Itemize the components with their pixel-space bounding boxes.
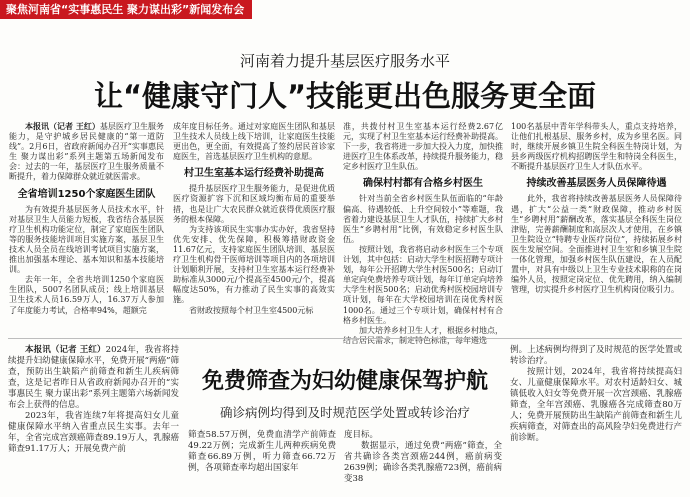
article1-column-3 <box>343 122 503 345</box>
paragraph-continued: 度目标。 <box>344 430 379 440</box>
paragraph-continued: 准，共拨付村卫生室基本运行经费2.67亿元，实现了村卫生室基本运行经费补助提高。下一步，我省将进一步加大投入力度，加快推进医疗卫生体系改革，持续提升服务能力，稳定乡村医疗卫生队伍。 <box>343 122 503 172</box>
paragraph-continued: 例。上述病例均得到了及时规范的医学处置或转诊治疗。 <box>510 345 682 366</box>
article1-column-2 <box>173 122 335 334</box>
paragraph: 2023年，我省连续7年将提高妇女儿童健康保障水平纳入省重点民生实事。去年一年，全省完成宫颈癌筛查89.19万人，乳腺癌筛查91.17万人；开展免费产前 <box>8 411 179 454</box>
section-banner: 聚焦河南省“实事惠民生 聚力谋出彩”新闻发布会 <box>0 0 252 19</box>
paragraph-text: 2024年，我省将持续提升妇幼健康保障水平，免费开展“两癌”筛查，预防出生缺陷产前筛查和新生儿疾病筛查，这是记者昨日从省政府新闻办召开的“实事惠民生 聚力谋出彩”系列主题第六场新闻发布会上获得的信息。 <box>8 345 179 410</box>
article1-kicker: 河南着力提升基层医疗服务水平 <box>239 52 450 70</box>
article2-intro-paragraph <box>8 345 179 411</box>
article2-column-mid-b <box>344 430 502 494</box>
article1-column-4 <box>511 122 682 334</box>
article2-subheadline: 确诊病例均得到及时规范医学处置或转诊治疗 <box>219 405 470 420</box>
paragraph-text: 基层医疗卫生服务能力，是守护城乡居民健康的“第一道防线”。2月6日，省政府新闻办召开“实事惠民生 聚力谋出彩”系列主题第五场新闻发布会：过去的一年，基层医疗卫生服务质量不断提升，着力保障群众就近就医需求。 <box>9 122 164 182</box>
paragraph: 数据显示，通过免费“两癌”筛查，全省共确诊各类宫颈癌244例，癌前病变2639例；确诊各类乳腺癌723例，癌前病变38 <box>344 441 502 484</box>
article2-headline: 免费筛查为妇幼健康保驾护航 <box>201 369 488 394</box>
section-heading-benefits: 持续改善基层医务人员保障待遇 <box>526 178 667 190</box>
byline: 本报讯（记者 王红） <box>25 122 100 131</box>
section-heading-training: 全省培训1250个家庭医生团队 <box>17 188 156 200</box>
paragraph: 加大培养乡村卫生人才，根据乡村地点，结合居民需求，制定特色标准，每年遴选 <box>343 325 503 345</box>
section-heading-village-doctors: 确保村村都有合格乡村医生 <box>363 178 483 190</box>
article1-intro-paragraph <box>9 122 164 183</box>
paragraph: 为支持该项民生实事办实办好，我省坚持优先安排、优先保障，积极筹措财政资金11.67亿元，支持家庭医生团队培训、基层医疗卫生机构骨干医师培训等项目内的各项培训计划顺利开展，支持村卫生室基本运行经费补助标准从3000元/个提高至4500元/个，提高幅度达50%，有力推动了民生实事的高效实施。 <box>173 224 335 305</box>
paragraph: 按照计划，2024年，我省将持续提高妇女、儿童健康保障水平。对农村适龄妇女、城镇低收入妇女等免费开展一次宫颈癌、乳腺癌筛查，全年宫颈癌、乳腺癌各完成筛查80万人；免费开展预防出生缺陷产前筛查和新生儿疾病筛查，对筛查出的高风险孕妇免费进行产前诊断。 <box>510 367 682 443</box>
paragraph: 针对当前全省乡村医生队伍面临的“年龄偏高、待遇较低、上升空间较小”等难题，我省着力建设基层卫生人才队伍，持续扩大乡村医生“乡聘村用”比例，有效稳定乡村医生队伍。 <box>343 194 503 244</box>
section-heading-funding: 村卫生室基本运行经费补助提高 <box>184 168 324 180</box>
paragraph: 省财政按照每个村卫生室4500元标 <box>189 305 314 315</box>
article-divider <box>8 338 682 339</box>
article2-column-left <box>8 345 179 495</box>
article1-column-1 <box>9 122 164 334</box>
paragraph: 此外，我省将持续改善基层医务人员保障待遇，扩大“公益一类”财政保障，推动乡村医生“乡聘村用”薪酬改革，落实基层全科医生岗位津贴，完善薪酬制度和高层次人才使用，在乡镇卫生院设立“特聘专业医疗岗位”，持续拓展乡村医生发展空间。全面推进村卫生室和乡镇卫生院一体化管理，加强乡村医生队伍建设，在人员配置中，对具有中级以上卫生专业技术职称的在岗编外人员，按照定岗定位、优先聘用，纳入编制管理，切实提升乡村医疗卫生机构岗位吸引力。 <box>511 194 682 295</box>
paragraph: 为有效提升基层医务人员技术水平，针对基层卫生人员能力短板，我省结合基层医疗卫生机构功能定位，制定了家庭医生团队等的服务技能培训项目实施方案，基层卫生技术人员全员在线培训考试项目实施方案，推出加强基本理论、基本知识和基本技能培训。 <box>9 204 164 275</box>
paragraph: 提升基层医疗卫生服务能力，是促进优质医疗资源扩容下沉和区域均衡布局的重要举措，也是让广大农民群众就近获得优质医疗服务的根本保障。 <box>173 184 335 224</box>
paragraph: 去年一年，全省共培训1250个家庭医生团队，5007名团队成员；线上培训基层卫生技术人员16.59万人，16.37万人参加了年度能力考试，合格率94%，超额完 <box>9 275 164 315</box>
article2-column-mid-a <box>188 430 336 494</box>
byline: 本报讯（记者 王红） <box>25 345 106 355</box>
article2-column-right <box>510 345 682 495</box>
paragraph: 按照计划，我省将启动乡村医生三个专项计划，其中包括：启动大学生村医招聘专项计划，每年公开招聘大学生村医500名；启动订单定向免费培养专项计划，每年订单定向培养大学生村医500名；启动优秀村医校园培训专项计划，每年在大学校园培训在岗优秀村医1000名。通过三个专项计划，确保村村有合格乡村医生。 <box>343 244 503 325</box>
article1-headline: 让“健康守门人”技能更出色服务更全面 <box>93 79 597 113</box>
paragraph-continued: 成年度目标任务。通过对家庭医生团队和基层卫生技术人员线上线下培训，让家庭医生技能更出色，更全面，有效提高了签约居民首诊家庭医生，首选基层医疗卫生机构的意愿。 <box>173 122 335 162</box>
paragraph-continued: 100名基层中青年学科带头人，重点支持培养，让他们扎根基层、服务乡村，成为乡里名医。同时，继续开展乡镇卫生院全科医生特岗计划，为县乡两级医疗机构招聘医学生和特岗全科医生，不断提升基层医疗卫生人才队伍水平。 <box>511 122 682 172</box>
paragraph-continued: 筛查58.57万例，免费血清学产前筛查49.22万例；完成新生儿两种疾病免费筛查66.89万例，听力筛查66.72万例，各项筛查率均超出国家年 <box>188 430 336 473</box>
